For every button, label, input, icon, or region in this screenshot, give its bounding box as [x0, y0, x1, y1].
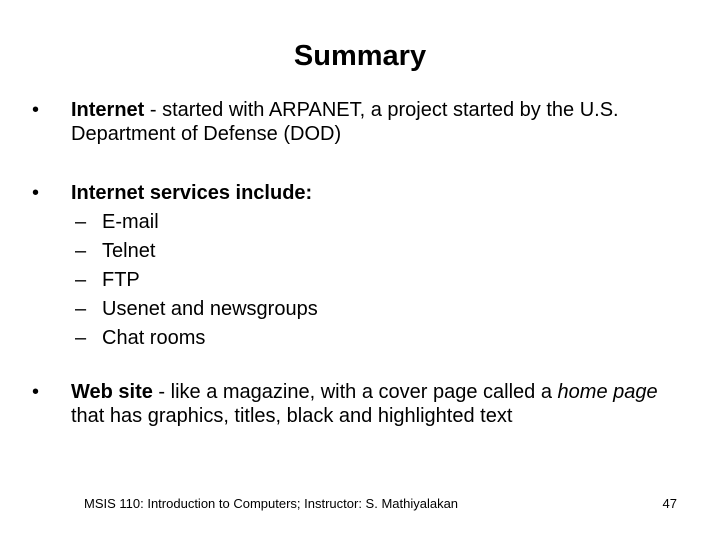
list-item	[32, 295, 672, 324]
list-item-label: Usenet and newsgroups	[102, 298, 318, 320]
bullet-text	[71, 98, 672, 146]
bullet-dot-icon: •	[32, 381, 40, 403]
bullet-description: - started with ARPANET, a project started by the U.S. Department of Defense (DOD)	[71, 99, 619, 145]
bullet-description-pre: - like a magazine, with a cover page called a	[152, 381, 558, 403]
list-item-label: Telnet	[102, 240, 156, 262]
bullet-dot-icon: •	[32, 182, 40, 204]
bullet-web-site	[32, 380, 672, 428]
dash-icon: –	[75, 269, 87, 291]
list-item-label: E-mail	[102, 211, 159, 233]
list-item	[32, 237, 672, 266]
bullet-term: Web site	[71, 381, 153, 403]
list-item-label: Chat rooms	[102, 327, 206, 349]
list-item	[32, 266, 672, 295]
slide-title: Summary	[293, 40, 427, 72]
dash-icon: –	[75, 327, 87, 349]
list-item	[32, 208, 672, 237]
list-item	[32, 324, 672, 353]
bullet-description-post: that has graphics, titles, black and highlighted text	[71, 405, 513, 427]
dash-icon: –	[75, 298, 87, 320]
bullet-internet-services	[32, 181, 672, 353]
list-item-label: FTP	[102, 269, 140, 291]
dash-icon: –	[75, 211, 87, 233]
bullet-internet	[32, 98, 672, 146]
dash-icon: –	[75, 240, 87, 262]
bullet-term: Internet	[71, 99, 145, 121]
bullet-dot-icon: •	[32, 99, 40, 121]
bullet-term: Internet services include:	[71, 182, 313, 204]
bullet-text	[71, 380, 672, 428]
bullet-italic-term: home page	[557, 381, 658, 403]
slide-footer: MSIS 110: Introduction to Computers; Instructor: S. Mathiyalakan	[84, 496, 459, 511]
bullet-text	[71, 181, 672, 205]
services-list	[32, 208, 672, 353]
page-number: 47	[662, 496, 677, 511]
